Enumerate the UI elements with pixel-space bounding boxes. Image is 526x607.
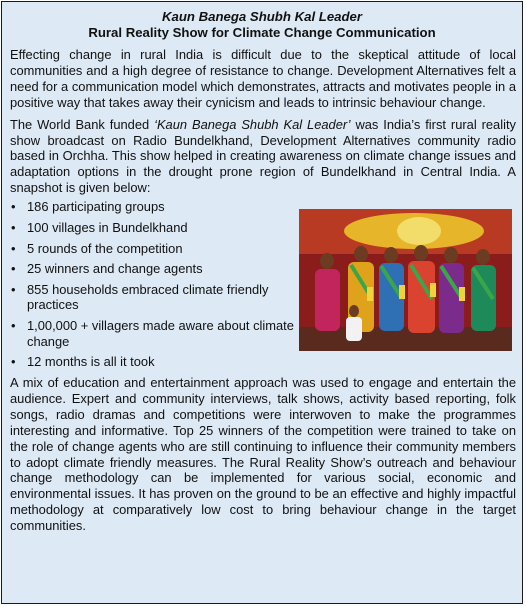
snapshot-list (10, 199, 300, 370)
bullet-icon: • (11, 354, 16, 370)
show-title: Kaun Banega Shubh Kal Leader (161, 9, 363, 24)
snapshot-section (10, 199, 516, 370)
list-item-text: 25 winners and change agents (27, 261, 203, 277)
list-item (10, 318, 300, 349)
panel-body (2, 47, 522, 534)
panel-heading (2, 9, 522, 41)
bullet-icon: • (11, 261, 16, 277)
snapshot-paragraph (10, 117, 516, 197)
list-item-text: 5 rounds of the competition (27, 240, 183, 256)
list-item (10, 220, 300, 236)
bullet-icon: • (11, 318, 16, 334)
list-item (10, 241, 300, 257)
para-rest: was India’s first rural reality show broadcast on Radio Bundelkhand, Development Alternatives community radio based in Orchha. This show helped in creating awareness on climate change issues and adaptation options in the drought prone region of Bundelkhand in Central India. A snapshot is given below: (10, 116, 516, 196)
closing-paragraph: A mix of education and entertainment approach was used to engage and entertain the audience. Expert and community interviews, talk shows, activity based reporting, folk songs, radio dramas and competitions were interwoven to make the programmes interesting and informative. Top 25 winners of the competition were trained to take on the role of change agents who are still continuing to influence their community members to adopt climate friendly measures. The Rural Reality Show’s outreach and behaviour change methodology can be implemented for various social, economic and environmental issues. It has proven on the ground to be an effective and highly impactful methodology at comparatively low cost to bring behaviour change in the target communities. (10, 374, 516, 534)
bullet-icon: • (11, 281, 16, 297)
list-item-text: 100 villages in Bundelkhand (27, 219, 188, 235)
bullet-icon: • (11, 219, 16, 235)
info-panel (1, 1, 523, 604)
show-name: ‘Kaun Banega Shubh Kal Leader’ (154, 116, 351, 132)
list-item (10, 282, 300, 313)
list-item-text: 186 participating groups (27, 199, 165, 215)
list-item (10, 199, 300, 215)
bullet-icon: • (11, 240, 16, 256)
para-lead: The World Bank funded (10, 116, 155, 132)
bullet-icon: • (11, 199, 16, 215)
intro-paragraph: Effecting change in rural India is difficult due to the skeptical attitude of local communities and a high degree of resistance to change. Development Alternatives felt a need for a communication model which demonstrates, attracts and motivates people in a positive way that takes away their cynicism and leads to intrinsic behaviour change. (10, 47, 516, 110)
list-item (10, 354, 300, 370)
list-item-text: 12 months is all it took (27, 354, 155, 370)
list-item-text: 855 households embraced climate friendly practices (27, 281, 269, 313)
banner-logo (397, 217, 441, 245)
award-ceremony-photo (299, 209, 512, 351)
photo-illustration (299, 209, 512, 351)
show-subtitle: Rural Reality Show for Climate Change Communication (88, 25, 436, 40)
list-item (10, 261, 300, 277)
list-item-text: 1,00,000 + villagers made aware about climate change (27, 318, 294, 349)
